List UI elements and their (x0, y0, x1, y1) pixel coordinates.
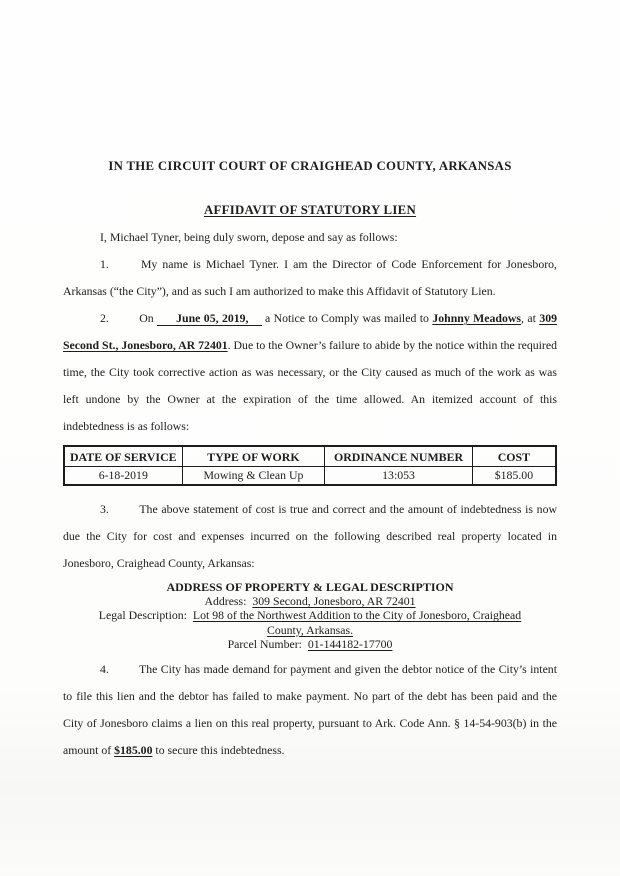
paragraph-2-lead: On (139, 311, 154, 325)
table-header-row (64, 446, 556, 467)
notice-date-blank: June 05, 2019, (157, 311, 261, 326)
header-date-of-service: DATE OF SERVICE (64, 446, 182, 467)
header-type-of-work: TYPE OF WORK (182, 446, 325, 467)
paragraph-1-number: 1. (100, 257, 109, 271)
legal-description-value-1: Lot 98 of the Northwest Addition to the City of Jonesboro, Craighead (192, 608, 522, 623)
owner-name: Johnny Meadows (432, 311, 521, 325)
intro-line: I, Michael Tyner, being duly sworn, depose and say as follows: (100, 230, 398, 244)
paragraph-2 (63, 305, 557, 440)
address-label: Address: (204, 594, 247, 609)
paragraph-4-number: 4. (100, 662, 109, 677)
paragraph-3 (63, 496, 557, 577)
parcel-number-value: 01-144182-17700 (307, 636, 393, 651)
document-title-text: AFFIDAVIT OF STATUTORY LIEN (203, 203, 417, 217)
paragraph-4 (63, 656, 557, 764)
cell-date-of-service: 6-18-2019 (64, 467, 182, 486)
cell-cost: $185.00 (472, 467, 556, 486)
owner-address: 309 Second St., Jonesboro, AR 72401 (63, 311, 558, 352)
legal-description-line-1 (63, 608, 557, 622)
property-address-line (63, 594, 557, 608)
paragraph-3-text: The above statement of cost is true and correct and the amount of indebtedness is now due the City for cost and expenses incurred on the following described real property located in Jonesboro, Craighead County, Arkansas: (63, 502, 557, 570)
paragraph-3-number: 3. (100, 502, 109, 516)
amount-due: $185.00 (114, 743, 153, 758)
legal-description-label: Legal Description: (98, 608, 187, 623)
paragraph-2-at: , at (521, 311, 536, 325)
paragraph-4-text-after: to secure this indebtedness. (155, 743, 285, 758)
court-header: IN THE CIRCUIT COURT OF CRAIGHEAD COUNTY, ARKANSAS (108, 159, 512, 173)
legal-description-line-2 (63, 623, 557, 637)
document-title (63, 202, 557, 218)
itemized-costs-table (63, 445, 557, 486)
parcel-number-line (63, 637, 557, 651)
paragraph-2-mid: a Notice to Comply was mailed to (264, 311, 429, 325)
legal-description-value-2: County, Arkansas. (266, 622, 354, 637)
header-cost: COST (472, 446, 556, 467)
property-description-block (63, 580, 557, 651)
cell-ordinance-number: 13:053 (325, 467, 473, 486)
address-value: 309 Second, Jonesboro, AR 72401 (252, 594, 416, 609)
paragraph-2-number: 2. (100, 311, 109, 325)
property-heading: ADDRESS OF PROPERTY & LEGAL DESCRIPTION (166, 580, 454, 594)
cell-type-of-work: Mowing & Clean Up (182, 467, 325, 486)
paragraph-4-text: The City has made demand for payment and given the debtor notice of the City’s intent to file this lien and the debtor has failed to make payment. No part of the debt has been paid and the City of Jonesboro claims a lien on this real property, pursuant to Ark. Code Ann. § 14-54-903(b) in the amount of (63, 662, 557, 758)
parcel-number-label: Parcel Number: (227, 636, 302, 651)
paragraph-1-text: My name is Michael Tyner. I am the Director of Code Enforcement for Jonesboro, Arkansas (“the City”), and as such I am authorized to make this Affidavit of Statutory Lien. (63, 257, 558, 298)
header-ordinance-number: ORDINANCE NUMBER (325, 446, 473, 467)
paragraph-1 (63, 251, 557, 305)
table-row (64, 467, 556, 486)
paragraph-2-tail: . Due to the Owner’s failure to abide by the notice within the required time, the City took corrective action as was necessary, or the City caused as much of the work as was left undone by the Owner at the expiration of the time allowed. An itemized account of this indebtedness is as follows: (63, 338, 557, 433)
